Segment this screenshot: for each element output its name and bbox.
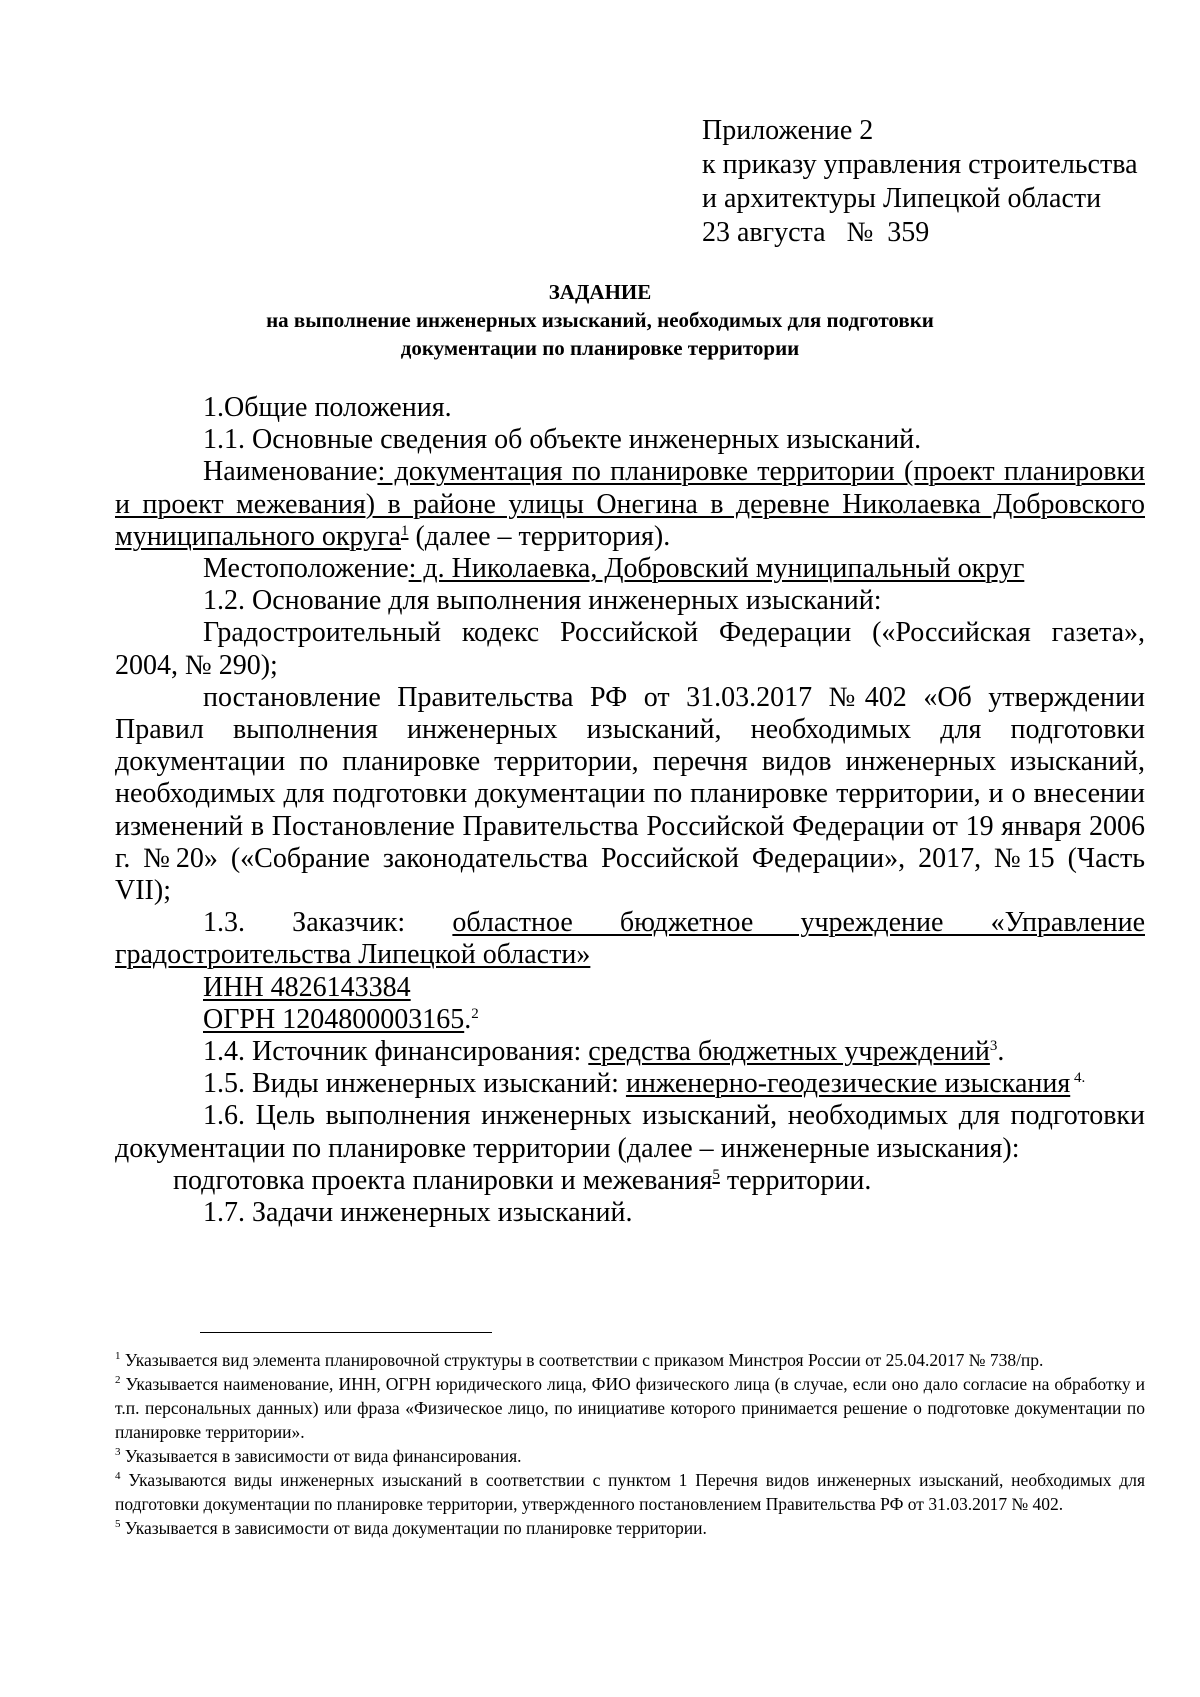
appendix-line: к приказу управления строительства xyxy=(702,149,1138,180)
survey-types xyxy=(115,1068,1145,1100)
text: подготовка проекта планировки и межевания xyxy=(173,1164,713,1196)
text: . xyxy=(464,1003,472,1035)
object-location xyxy=(115,553,1145,585)
footnote-number: 2 xyxy=(115,1374,121,1386)
footnote xyxy=(115,1468,1145,1516)
section-heading: 1.7. Задачи инженерных изысканий. xyxy=(203,1197,633,1229)
section-heading: 1.Общие положения. xyxy=(203,392,452,423)
footnote-ref[interactable]: 4. xyxy=(1070,1070,1086,1087)
footnote xyxy=(115,1372,1145,1444)
survey-types-value: инженерно-геодезические изыскания xyxy=(625,1068,1071,1100)
survey-goal-text xyxy=(115,1165,1145,1197)
footnote-number: 1 xyxy=(115,1350,121,1362)
inn-value: ИНН 4826143384 xyxy=(203,971,411,1003)
label: Местоположение xyxy=(203,553,409,585)
object-name-value: : документация по планировке территории (проект планировки и проект межевания) в районе улицы Онегина в деревне Николаевка Добровского муниципального округа xyxy=(115,456,1145,552)
ogrn-value: ОГРН 1204800003165 xyxy=(203,1003,465,1035)
footnotes xyxy=(115,1348,1145,1540)
object-name xyxy=(115,456,1145,553)
footnote-number: 4 xyxy=(115,1470,121,1482)
section-heading: 1.1. Основные сведения об объекте инженерных изысканий. xyxy=(203,424,922,456)
customer-value: областное бюджетное учреждение «Управление градостроительства Липецкой области» xyxy=(115,907,1145,971)
text: территории. xyxy=(719,1164,872,1196)
footnote-number: 5 xyxy=(115,1518,121,1530)
footnote-text: Указывается вид элемента планировочной структуры в соответствии с приказом Минстроя России от 25.04.2017 № 738/пр. xyxy=(120,1350,1044,1370)
object-location-value: : д. Николаевка, Добровский муниципальный округ xyxy=(408,553,1025,585)
label: 1.4. Источник финансирования: xyxy=(203,1036,589,1068)
survey-goal: 1.6. Цель выполнения инженерных изысканий, необходимых для подготовки документации по планировке территории (далее – инженерные изыскания): xyxy=(115,1100,1145,1164)
footnote-number: 3 xyxy=(115,1446,121,1458)
basis-item: Градостроительный кодекс Российской Федерации («Российская газета», 2004, № 290); xyxy=(115,617,1145,681)
footnote-text: Указываются виды инженерных изысканий в соответствии с пунктом 1 Перечня видов инженерных изысканий, необходимых для подготовки документации по планировке территории, утвержденного постановлением Правительства РФ от 31.03.2017 № 402. xyxy=(115,1470,1145,1514)
footnote xyxy=(115,1444,1145,1468)
footnote xyxy=(115,1348,1145,1372)
inn xyxy=(115,972,1145,1004)
document-body xyxy=(115,392,1145,1229)
label: 1.5. Виды инженерных изысканий: xyxy=(203,1068,626,1100)
footnote-text: Указывается в зависимости от вида документации по планировке территории. xyxy=(120,1518,707,1538)
basis-item: постановление Правительства РФ от 31.03.2017 №402 «Об утверждении Правил выполнения инженерных изысканий, необходимых для подготовки документации по планировке территории, перечня видов инженерных изысканий, необходимых для подготовки документации по планировке территории, и о внесении изменений в Постановление Правительства Российской Федерации от 19 января 2006 г. №20» («Собрание законодательства Российской Федерации», 2017, №15 (Часть VII); xyxy=(115,681,1145,907)
title-subheading: на выполнение инженерных изысканий, необходимых для подготовки xyxy=(266,308,934,332)
appendix-date-number: 23 августа № 359 xyxy=(702,217,930,248)
label: 1.3. Заказчик: xyxy=(203,907,453,939)
ogrn xyxy=(115,1004,1145,1036)
funding-value: средства бюджетных учреждений xyxy=(588,1036,990,1068)
funding-source xyxy=(115,1036,1145,1068)
label: Наименование xyxy=(203,456,378,488)
section-heading: 1.2. Основание для выполнения инженерных изысканий: xyxy=(203,585,882,617)
text: (далее – территория). xyxy=(408,520,671,552)
footnote-ref[interactable]: 3 xyxy=(989,1038,998,1055)
footnote xyxy=(115,1516,1145,1540)
title-heading: ЗАДАНИЕ xyxy=(548,280,652,304)
footnote-text: Указывается в зависимости от вида финансирования. xyxy=(120,1446,522,1466)
footnote-ref[interactable]: 2 xyxy=(471,1005,479,1022)
customer xyxy=(115,907,1145,971)
appendix-line: и архитектуры Липецкой области xyxy=(702,183,1102,214)
text: . xyxy=(997,1036,1005,1068)
title-subheading: документации по планировке территории xyxy=(400,336,800,360)
document-title xyxy=(0,278,1200,362)
appendix-line: Приложение 2 xyxy=(702,115,874,146)
appendix-header xyxy=(702,114,1138,250)
footnote-text: Указывается наименование, ИНН, ОГРН юридического лица, ФИО физического лица (в случае, если оно дало согласие на обработку и т.п. персональных данных) или фраза «Физическое лицо, по инициативе которого принимается решение о подготовке документации по планировке территории». xyxy=(115,1374,1145,1442)
footnote-ref[interactable]: 5 xyxy=(712,1166,720,1183)
footnote-separator xyxy=(200,1332,492,1333)
footnote-ref[interactable]: 1 xyxy=(400,522,409,539)
